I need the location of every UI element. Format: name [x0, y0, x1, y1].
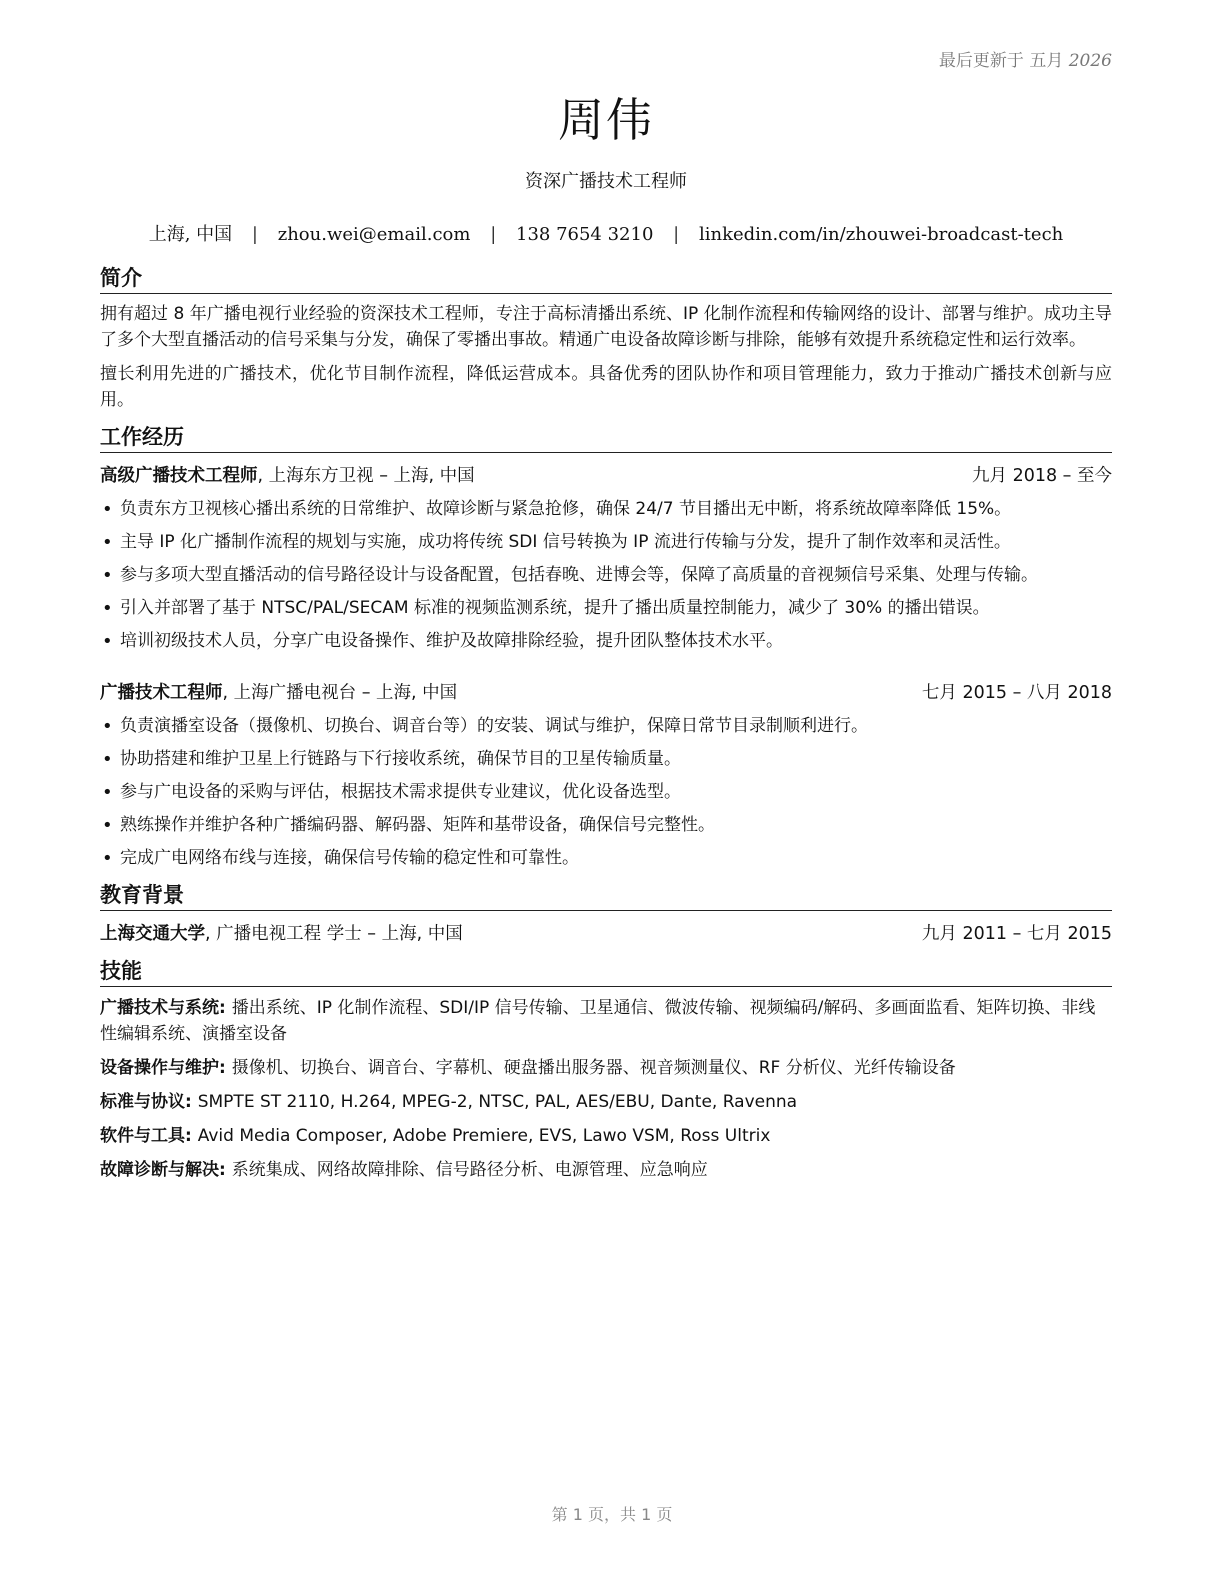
skill-label: 故障诊断与解决	[100, 1160, 219, 1180]
summary-paragraph: 拥有超过 8 年广播电视行业经验的资深技术工程师，专注于高标清播出系统、IP 化制作流程和传输网络的设计、部署与维护。成功主导了多个大型直播活动的信号采集与分发，确保了零播出事故。精通广电设备故障诊断与排除，能够有效提升系统稳定性和运行效率。	[100, 304, 1112, 350]
contact-email[interactable]: zhou.wei@email.com	[277, 224, 471, 245]
skills-section	[100, 957, 1112, 1183]
education-detail: , 广播电视工程 学士 – 上海, 中国	[205, 924, 463, 944]
skill-row	[100, 1089, 1112, 1115]
job-org: , 上海广播电视台 – 上海, 中国	[222, 683, 458, 703]
job-role: 广播技术工程师	[100, 683, 223, 703]
contact-phone[interactable]: 138 7654 3210	[516, 224, 654, 245]
candidate-headline: 资深广播技术工程师	[525, 171, 687, 192]
skill-row	[100, 1123, 1112, 1149]
candidate-name: 周伟	[558, 93, 654, 147]
contact-line	[100, 222, 1112, 248]
job-bullet: • 参与广电设备的采购与评估，根据技术需求提供专业建议，优化设备选型。	[100, 780, 1112, 805]
job-dates: 九月 2018 – 至今	[972, 466, 1112, 486]
job-bullet: • 负责东方卫视核心播出系统的日常维护、故障诊断与紧急抢修，确保 24/7 节目播出无中断，将系统故障率降低 15%。	[100, 497, 1112, 522]
skill-value: 系统集成、网络故障排除、信号路径分析、电源管理、应急响应	[231, 1160, 708, 1180]
page-number: 第 1 页，共 1 页	[551, 1505, 673, 1524]
education-entry	[100, 921, 1112, 947]
skill-label-suffix: :	[219, 1058, 232, 1078]
skill-label: 软件与工具	[100, 1126, 185, 1146]
section-title-skills: 技能	[100, 957, 1112, 987]
skill-label-suffix: :	[185, 1126, 198, 1146]
experience-section	[100, 423, 1112, 871]
skill-label: 标准与协议	[100, 1092, 185, 1112]
skill-value: 播出系统、IP 化制作流程、SDI/IP 信号传输、卫星通信、微波传输、视频编码/解码、多画面监看、矩阵切换、非线性编辑系统、演播室设备	[100, 998, 1096, 1044]
job-title-line	[100, 463, 475, 489]
job-bullet: • 培训初级技术人员，分享广电设备操作、维护及故障排除经验，提升团队整体技术水平。	[100, 629, 1112, 654]
skill-value: SMPTE ST 2110, H.264, MPEG-2, NTSC, PAL, AES/EBU, Dante, Ravenna	[197, 1092, 798, 1112]
section-title-summary: 简介	[100, 264, 1112, 294]
skill-label-suffix: :	[219, 1160, 232, 1180]
section-title-experience: 工作经历	[100, 423, 1112, 453]
contact-linkedin[interactable]: linkedin.com/in/zhouwei-broadcast-tech	[698, 224, 1064, 245]
education-section	[100, 881, 1112, 947]
job-bullets	[100, 714, 1112, 871]
last-updated: 最后更新于 五月 2026	[938, 51, 1112, 71]
contact-location: 上海, 中国	[148, 224, 233, 245]
job-title-line	[100, 680, 457, 706]
skill-label: 设备操作与维护	[100, 1058, 219, 1078]
education-school: 上海交通大学	[100, 924, 205, 944]
section-title-education: 教育背景	[100, 881, 1112, 911]
job-bullet: • 主导 IP 化广播制作流程的规划与实施，成功将传统 SDI 信号转换为 IP 流进行传输与分发，提升了制作效率和灵活性。	[100, 530, 1112, 555]
job-header	[100, 463, 1112, 489]
job-org: , 上海东方卫视 – 上海, 中国	[257, 466, 475, 486]
skill-label: 广播技术与系统	[100, 998, 219, 1018]
skill-row	[100, 995, 1112, 1047]
summary-section	[100, 264, 1112, 413]
last-updated-year: 2026	[1068, 51, 1112, 71]
education-dates: 九月 2011 – 七月 2015	[921, 924, 1112, 944]
skill-label-suffix: :	[219, 998, 232, 1018]
job-role: 高级广播技术工程师	[100, 466, 258, 486]
job-dates: 七月 2015 – 八月 2018	[921, 683, 1112, 703]
skill-value: Avid Media Composer, Adobe Premiere, EVS, Lawo VSM, Ross Ultrix	[197, 1126, 771, 1146]
job-bullet: • 协助搭建和维护卫星上行链路与下行接收系统，确保节目的卫星传输质量。	[100, 747, 1112, 772]
education-line	[100, 921, 463, 947]
contact-separator: |	[251, 224, 258, 245]
job-entry	[100, 463, 1112, 654]
job-bullet: • 引入并部署了基于 NTSC/PAL/SECAM 标准的视频监测系统，提升了播出质量控制能力，减少了 30% 的播出错误。	[100, 596, 1112, 621]
job-bullet: • 负责演播室设备（摄像机、切换台、调音台等）的安装、调试与维护，保障日常节目录制顺利进行。	[100, 714, 1112, 739]
contact-separator: |	[673, 224, 680, 245]
summary-paragraph: 擅长利用先进的广播技术，优化节目制作流程，降低运营成本。具备优秀的团队协作和项目管理能力，致力于推动广播技术创新与应用。	[100, 364, 1112, 410]
contact-separator: |	[490, 224, 497, 245]
job-header	[100, 680, 1112, 706]
job-bullet: • 参与多项大型直播活动的信号路径设计与设备配置，包括春晚、进博会等，保障了高质量的音视频信号采集、处理与传输。	[100, 563, 1112, 588]
job-entry	[100, 680, 1112, 871]
skill-value: 摄像机、切换台、调音台、字幕机、硬盘播出服务器、视音频测量仪、RF 分析仪、光纤传输设备	[231, 1058, 956, 1078]
skill-row	[100, 1055, 1112, 1081]
skill-label-suffix: :	[185, 1092, 198, 1112]
job-bullet: • 熟练操作并维护各种广播编码器、解码器、矩阵和基带设备，确保信号完整性。	[100, 813, 1112, 838]
skill-row	[100, 1157, 1112, 1183]
job-bullet: • 完成广电网络布线与连接，确保信号传输的稳定性和可靠性。	[100, 846, 1112, 871]
job-bullets	[100, 497, 1112, 654]
